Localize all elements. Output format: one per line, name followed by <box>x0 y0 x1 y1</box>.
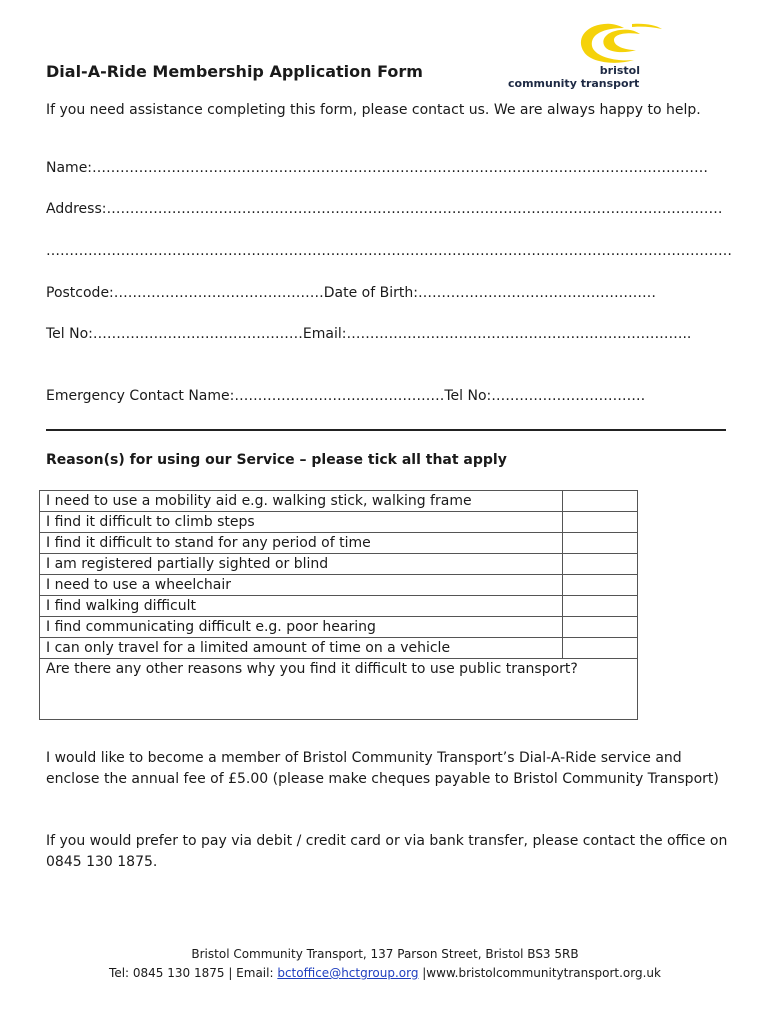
name-field[interactable]: Name:…………………………………………………………………………………………………………………… <box>46 160 709 176</box>
reason-label: I am registered partially sighted or blind <box>40 554 563 575</box>
reason-label: I find it difficult to climb steps <box>40 512 563 533</box>
table-row <box>40 491 638 512</box>
tick-box[interactable] <box>563 554 638 575</box>
reason-label: I find communicating difficult e.g. poor hearing <box>40 617 563 638</box>
postcode-dob-field[interactable]: Postcode:………………………………………Date of Birth:…………………………………………… <box>46 285 656 301</box>
address-field[interactable]: Address:…………………………………………………………………………………………………………………… <box>46 201 723 217</box>
table-row <box>40 575 638 596</box>
payment-note: If you would prefer to pay via debit / credit card or via bank transfer, please contact the office on 0845 130 1875. <box>46 833 728 870</box>
reason-label: I find walking difficult <box>40 596 563 617</box>
table-row <box>40 533 638 554</box>
other-reasons-question: Are there any other reasons why you find it difficult to use public transport? <box>46 661 578 677</box>
footer-contact <box>0 964 770 983</box>
address-line-2-field[interactable]: ………………………………………………………………………………………………………………………………… <box>46 243 732 259</box>
intro-text: If you need assistance completing this form, please contact us. We are always happy to help. <box>46 102 701 118</box>
reason-label: I can only travel for a limited amount of time on a vehicle <box>40 638 563 659</box>
table-row <box>40 512 638 533</box>
tick-box[interactable] <box>563 575 638 596</box>
reason-label: I find it difficult to stand for any period of time <box>40 533 563 554</box>
tick-box[interactable] <box>563 617 638 638</box>
emergency-contact-field[interactable]: Emergency Contact Name:………………………………………Tel No:…………………………… <box>46 388 646 404</box>
bristol-community-transport-logo <box>508 18 668 94</box>
tick-box[interactable] <box>563 491 638 512</box>
logo-text-community-transport: community transport <box>508 77 640 90</box>
tick-box[interactable] <box>563 512 638 533</box>
reason-label: I need to use a mobility aid e.g. walking stick, walking frame <box>40 491 563 512</box>
membership-statement: I would like to become a member of Bristol Community Transport’s Dial-A-Ride service and enclose the annual fee of £5.00 (please make cheques payable to Bristol Community Transport) <box>46 750 719 787</box>
reason-label: I need to use a wheelchair <box>40 575 563 596</box>
tick-box[interactable] <box>563 533 638 554</box>
tel-email-field[interactable]: Tel No:………………………………………Email:……………………………………………………………….. <box>46 326 692 342</box>
footer-tel: Tel: 0845 130 1875 | Email: <box>109 966 278 980</box>
tick-box[interactable] <box>563 638 638 659</box>
footer-website: |www.bristolcommunitytransport.org.uk <box>418 966 661 980</box>
table-row <box>40 638 638 659</box>
reasons-heading: Reason(s) for using our Service – please tick all that apply <box>46 452 507 468</box>
section-divider <box>46 429 726 431</box>
table-row <box>40 596 638 617</box>
tick-box[interactable] <box>563 596 638 617</box>
table-row <box>40 659 638 720</box>
footer-email-link[interactable]: bctoffice@hctgroup.org <box>277 966 419 980</box>
reasons-table <box>39 490 638 720</box>
logo-text-bristol: bristol <box>599 64 640 77</box>
table-row <box>40 617 638 638</box>
other-reasons-field[interactable] <box>40 659 638 720</box>
table-row <box>40 554 638 575</box>
footer-address: Bristol Community Transport, 137 Parson Street, Bristol BS3 5RB <box>191 947 579 961</box>
form-title: Dial-A-Ride Membership Application Form <box>46 62 423 81</box>
swoosh-logo-icon <box>574 20 666 66</box>
